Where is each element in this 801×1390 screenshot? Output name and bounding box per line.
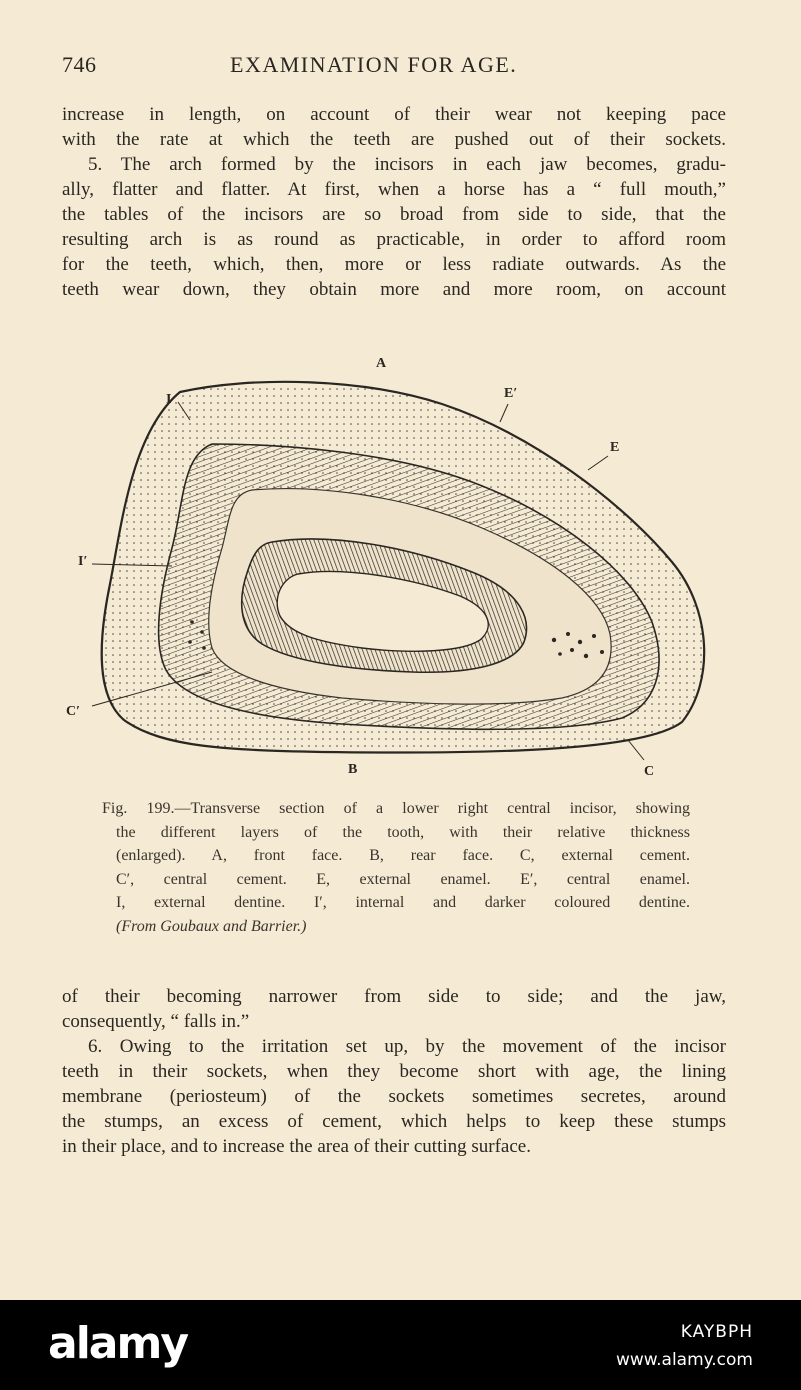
- text-line: of their becoming narrower from side to side; and the jaw,: [62, 986, 726, 1007]
- figure-caption: [102, 797, 690, 938]
- page-number: 746: [62, 52, 97, 77]
- running-title: EXAMINATION FOR AGE.: [230, 52, 518, 77]
- text-line: increase in length, on account of their wear not keeping pace: [62, 104, 726, 125]
- text-line: the stumps, an excess of cement, which helps to keep these stumps: [62, 1111, 726, 1132]
- text-line: in their place, and to increase the area of their cutting surface.: [62, 1136, 531, 1157]
- text-line: resulting arch is as round as practicable, in order to afford room: [62, 229, 726, 250]
- caption-line: the different layers of the tooth, with their relative thickness: [116, 823, 690, 841]
- text-line: consequently, “ falls in.”: [62, 1011, 250, 1032]
- text-line: teeth wear down, they obtain more and more room, on account: [62, 279, 726, 300]
- alamy-logo: alamy: [48, 1318, 187, 1369]
- page-header: [62, 52, 738, 82]
- site-url: www.alamy.com: [615, 1350, 753, 1370]
- label-c-prime: C′: [66, 704, 81, 719]
- image-id: KAYBPH: [680, 1322, 753, 1342]
- caption-line: (enlarged). A, front face. B, rear face. C, external cement.: [116, 847, 690, 864]
- text-line: 6. Owing to the irritation set up, by the movement of the incisor: [88, 1036, 726, 1057]
- label-e: E: [610, 440, 620, 455]
- text-line: for the teeth, which, then, more or less radiate outwards. As the: [62, 254, 726, 275]
- text-line: 5. The arch formed by the incisors in each jaw becomes, gradu-: [88, 154, 726, 175]
- caption-source: (From Goubaux and Barrier.): [116, 917, 307, 935]
- label-e-prime: E′: [504, 386, 518, 401]
- text-line: membrane (periosteum) of the sockets sometimes secretes, around: [62, 1086, 726, 1107]
- text-line: teeth in their sockets, when they become short with age, the lining: [62, 1061, 726, 1082]
- label-c: C: [644, 764, 655, 779]
- paragraph-bottom: [62, 984, 726, 1159]
- paragraph-top: [62, 102, 726, 302]
- text-line: the tables of the incisors are so broad from side to side, that the: [62, 204, 726, 225]
- caption-line: I, external dentine. I′, internal and darker coloured dentine.: [116, 894, 690, 911]
- tooth-cross-section-illustration: [62, 352, 738, 782]
- caption-line: C′, central cement. E, external enamel. E′, central enamel.: [116, 870, 690, 888]
- incisor-section-figure: [62, 352, 738, 782]
- watermark-footer: [0, 1300, 801, 1390]
- label-b: B: [348, 762, 358, 777]
- caption-line: Fig. 199.—Transverse section of a lower right central incisor, showing: [102, 800, 690, 817]
- label-a: A: [376, 356, 387, 371]
- label-i: I: [166, 392, 172, 407]
- text-line: ally, flatter and flatter. At first, when a horse has a “ full mouth,”: [62, 179, 726, 200]
- text-line: with the rate at which the teeth are pushed out of their sockets.: [62, 129, 726, 150]
- label-i-prime: I′: [78, 554, 88, 569]
